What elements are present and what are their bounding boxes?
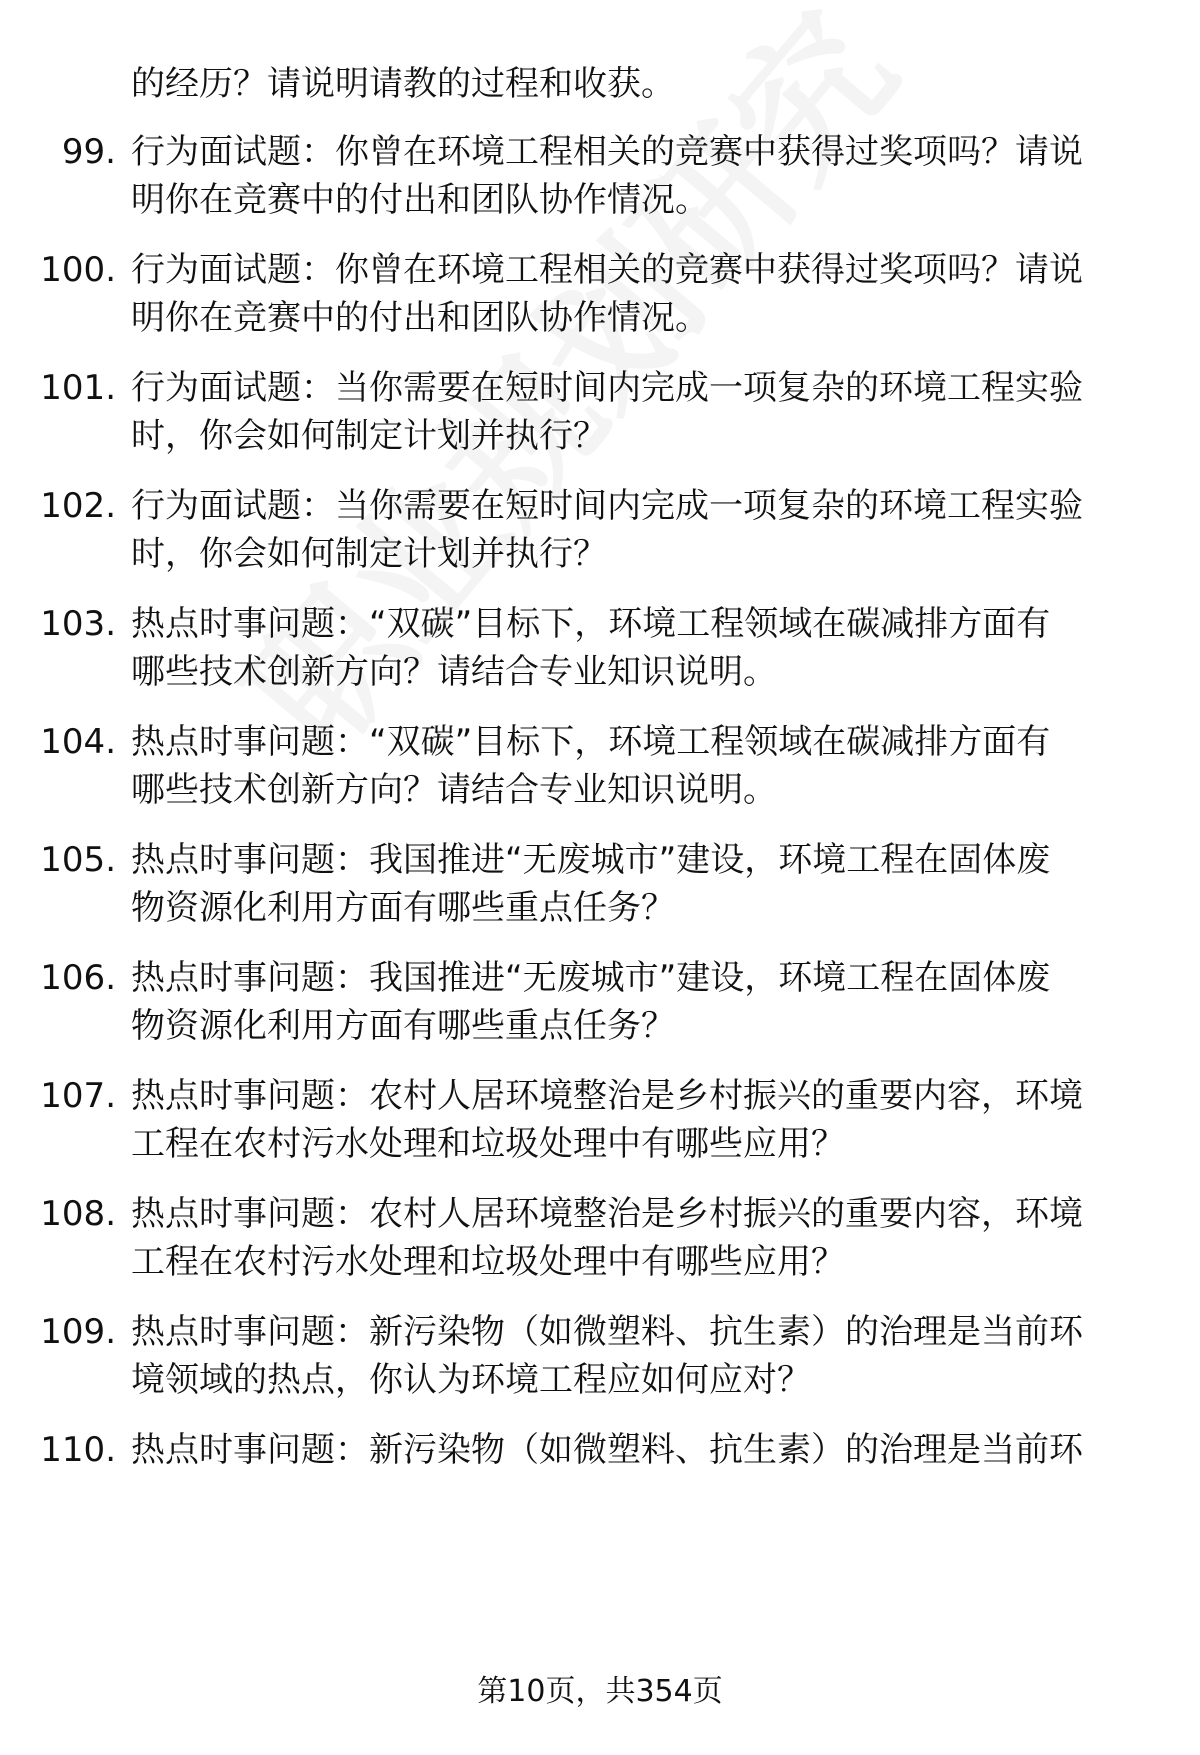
item-number: 100. — [40, 250, 116, 290]
item-text: 热点时事问题：我国推进“无废城市”建设，环境工程在固体废 物资源化利用方面有哪些重点任务？ — [131, 958, 1051, 1046]
item-text: 热点时事问题：农村人居环境整治是乡村振兴的重要内容，环境 工程在农村污水处理和垃圾处理中有哪些应用？ — [131, 1194, 1083, 1282]
item-number: 102. — [40, 486, 116, 526]
item-text: 行为面试题：当你需要在短时间内完成一项复杂的环境工程实验 时，你会如何制定计划并执行？ — [131, 368, 1083, 456]
item-number: 99. — [61, 132, 116, 172]
item-number: 105. — [40, 840, 116, 880]
item-number: 103. — [40, 604, 116, 644]
item-number: 106. — [40, 958, 116, 998]
continued-text: 的经历？请说明请教的过程和收获。 — [131, 64, 675, 104]
page-footer: 第10页，共354页 — [477, 1674, 723, 1709]
item-number: 101. — [40, 368, 116, 408]
item-text: 热点时事问题：农村人居环境整治是乡村振兴的重要内容，环境 工程在农村污水处理和垃圾处理中有哪些应用？ — [131, 1076, 1083, 1164]
item-text: 行为面试题：你曾在环境工程相关的竞赛中获得过奖项吗？请说 明你在竞赛中的付出和团队协作情况。 — [131, 132, 1083, 220]
item-text: 热点时事问题：新污染物（如微塑料、抗生素）的治理是当前环 境领域的热点，你认为环境工程应如何应对？ — [131, 1312, 1083, 1400]
item-number: 110. — [40, 1430, 116, 1470]
item-number: 108. — [40, 1194, 116, 1234]
item-text: 行为面试题：当你需要在短时间内完成一项复杂的环境工程实验 时，你会如何制定计划并执行？ — [131, 486, 1083, 574]
item-number: 107. — [40, 1076, 116, 1116]
item-text: 热点时事问题：“双碳”目标下，环境工程领域在碳减排方面有 哪些技术创新方向？请结合专业知识说明。 — [131, 722, 1051, 810]
item-text: 行为面试题：你曾在环境工程相关的竞赛中获得过奖项吗？请说 明你在竞赛中的付出和团队协作情况。 — [131, 250, 1083, 338]
item-number: 109. — [40, 1312, 116, 1352]
item-text: 热点时事问题：新污染物（如微塑料、抗生素）的治理是当前环 — [131, 1430, 1083, 1470]
item-text: 热点时事问题：“双碳”目标下，环境工程领域在碳减排方面有 哪些技术创新方向？请结合专业知识说明。 — [131, 604, 1051, 692]
item-text: 热点时事问题：我国推进“无废城市”建设，环境工程在固体废 物资源化利用方面有哪些重点任务？ — [131, 840, 1051, 928]
item-number: 104. — [40, 722, 116, 762]
